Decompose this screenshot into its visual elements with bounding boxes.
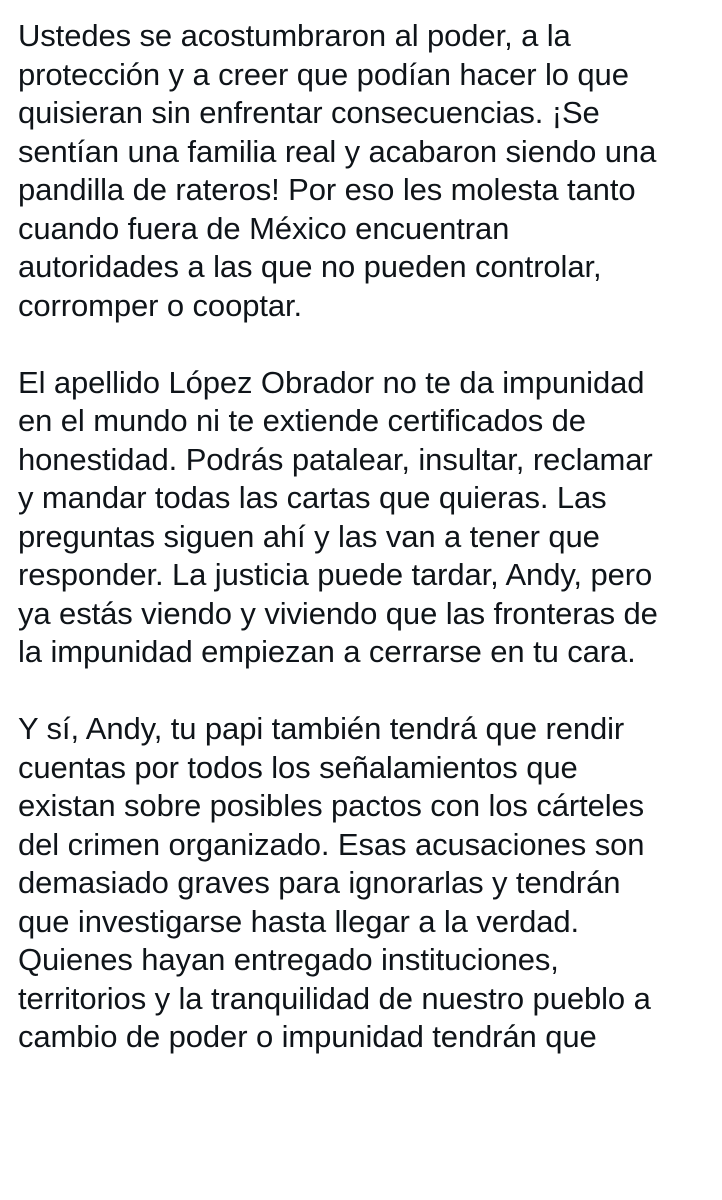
text-line: en el mundo ni te extiende certificados de xyxy=(18,403,586,438)
text-line: y mandar todas las cartas que quieras. Las xyxy=(18,480,607,515)
text-line: corromper o cooptar. xyxy=(18,287,303,323)
text-line: existan sobre posibles pactos con los cárteles xyxy=(18,788,645,823)
text-line: preguntas siguen ahí y las van a tener que xyxy=(18,518,600,554)
text-line: Quienes hayan entregado instituciones, xyxy=(18,942,559,977)
post-paragraph-1 xyxy=(18,17,718,325)
post-text xyxy=(18,17,718,1095)
post-paragraph-3 xyxy=(18,710,718,1057)
text-line: responder. La justicia puede tardar, Andy, pero xyxy=(18,557,653,592)
text-line: El apellido López Obrador no te da impunidad xyxy=(18,364,645,400)
post-paragraph-2 xyxy=(18,364,718,672)
text-line: autoridades a las que no pueden controlar, xyxy=(18,249,602,284)
text-line: demasiado graves para ignorarlas y tendrán xyxy=(18,865,621,900)
text-line: ya estás viendo y viviendo que las fronteras de xyxy=(18,595,658,631)
text-line: sentían una familia real y acabaron siendo una xyxy=(18,133,657,169)
text-line: Ustedes se acostumbraron al poder, a la xyxy=(18,18,571,53)
text-line: pandilla de rateros! Por eso les molesta tanto xyxy=(18,172,636,207)
text-line: Y sí, Andy, tu papi también tendrá que rendir xyxy=(18,711,625,746)
text-line: la impunidad empiezan a cerrarse en tu cara. xyxy=(18,634,636,669)
text-line: quisieran sin enfrentar consecuencias. ¡Se xyxy=(18,95,600,130)
text-line: protección y a creer que podían hacer lo que xyxy=(18,56,629,92)
text-line: del crimen organizado. Esas acusaciones son xyxy=(18,826,645,862)
text-line: que investigarse hasta llegar a la verdad. xyxy=(18,903,580,939)
text-line: territorios y la tranquilidad de nuestro pueblo a xyxy=(18,980,651,1016)
text-line: cambio de poder o impunidad tendrán que xyxy=(18,1019,597,1054)
text-line: cuando fuera de México encuentran xyxy=(18,210,510,246)
text-line: honestidad. Podrás patalear, insultar, reclamar xyxy=(18,441,653,477)
text-line: cuentas por todos los señalamientos que xyxy=(18,749,578,785)
